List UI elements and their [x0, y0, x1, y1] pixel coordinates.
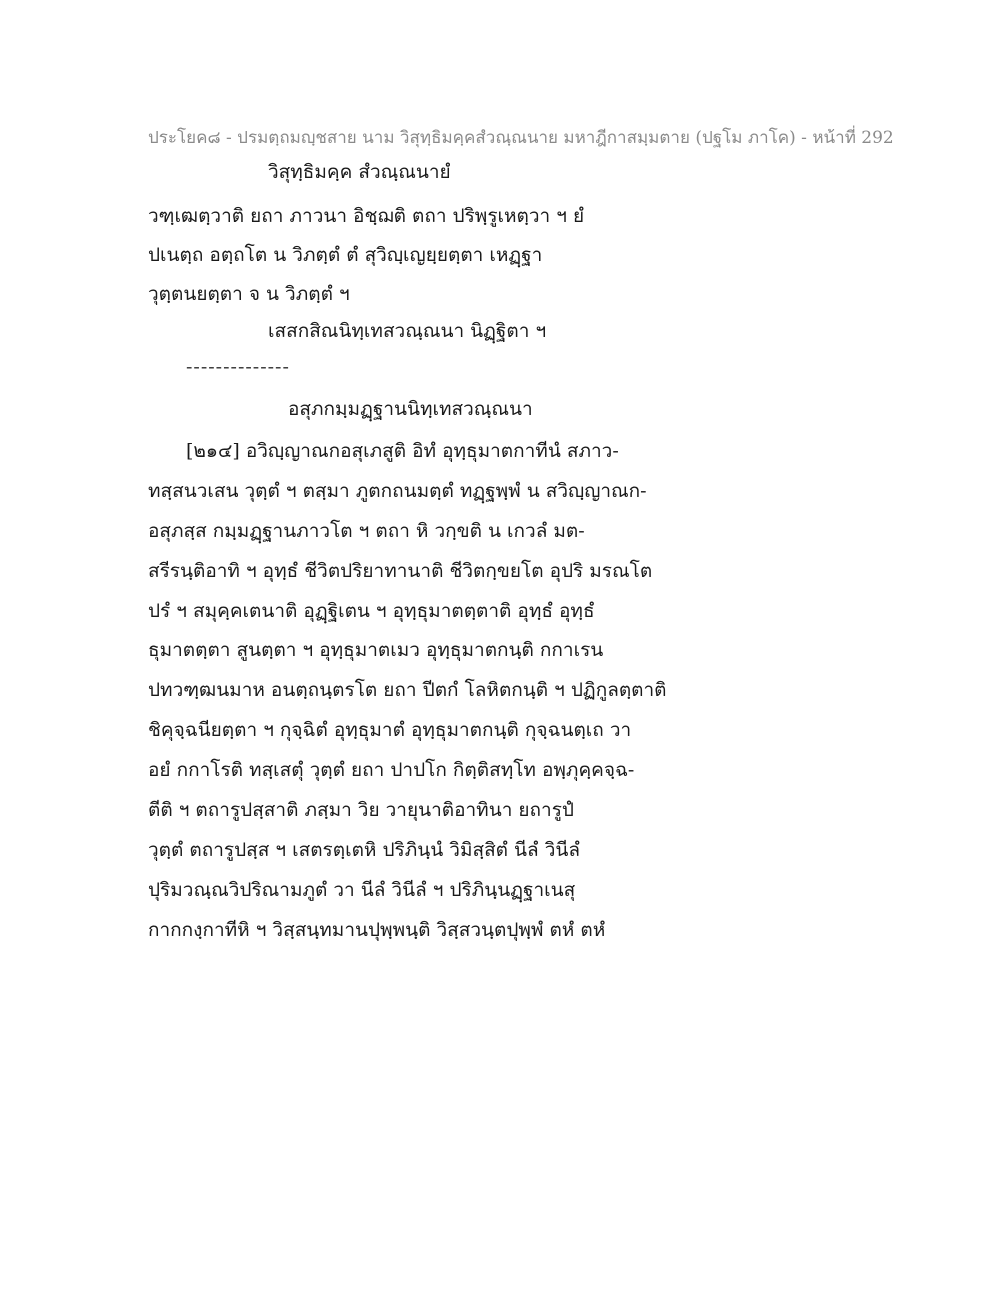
- paragraph-line: อสุภสฺส กมฺมฏฺฐานภาวโต ฯ ตถา หิ วกฺขติ น เกวลํ มต-: [148, 520, 585, 542]
- paragraph-line: ชิคุจฺฉนียตฺตา ฯ กุจฺฉิตํ อุทฺธุมาตํ อุทฺธุมาตกนฺติ กุจฺฉนตฺเถ วา: [148, 719, 632, 741]
- paragraph-line: ตีติ ฯ ตถารูปสฺสาติ ภสฺมา วิย วายุนาติอาทินา ยถารูปํ: [148, 799, 574, 821]
- text-line: วฑฺเฒตฺวาติ ยถา ภาวนา อิชฺฌติ ตถา ปริพฺรูเหตฺวา ฯ ยํ: [148, 205, 585, 227]
- section-end-heading: เสสกสิณนิทฺเทสวณฺณนา นิฏฺฐิตา ฯ: [268, 320, 547, 342]
- paragraph-line: วุตฺตํ ตถารูปสฺส ฯ เสตรตฺเตหิ ปริภินฺนํ วิมิสฺสิตํ นีลํ วินีลํ: [148, 839, 581, 861]
- paragraph-line: กากกงฺกาทีหิ ฯ วิสฺสนฺทมานปุพฺพนฺติ วิสฺสวนฺตปุพฺพํ ตหํ ตหํ: [148, 919, 606, 941]
- paragraph-line: [๒๑๔] อวิญฺญาณกอสุเภสูติ อิทํ อุทฺธุมาตกาทีนํ สภาว-: [186, 440, 619, 462]
- paragraph-line: ปทวฑฺฒนมาห อนตฺถนฺตรโต ยถา ปีตกํ โลหิตกนฺติ ฯ ปฏิกูลตฺตาติ: [148, 679, 667, 701]
- paragraph-line: อยํ กกาโรติ ทสฺเสตุํ วุตฺตํ ยถา ปาปโก กิตฺติสทฺโท อพฺภุคฺคจฺฉ-: [148, 759, 635, 781]
- page-header: ประโยค๘ - ปรมตฺถมญฺชสาย นาม วิสุทฺธิมคฺคสํวณฺณนาย มหาฎีกาสมฺมตาย (ปฐโม ภาโค) - หน้าที่ 292: [148, 128, 894, 148]
- text-line: วุตฺตนยตฺตา จ น วิภตฺตํ ฯ: [148, 283, 350, 305]
- paragraph-line: ปรํ ฯ สมุคฺคเตนาติ อุฏฺฐิเตน ฯ อุทฺธุมาตตฺตาติ อุทฺธํ อุทฺธํ: [148, 600, 595, 622]
- paragraph-line: ปุริมวณฺณวิปริณามภูตํ วา นีลํ วินีลํ ฯ ปริภินฺนฏฺฐาเนสุ: [148, 879, 576, 901]
- text-line: ปเนตฺถ อตฺถโต น วิภตฺตํ ตํ สุวิญฺเญยฺยตฺตา เหฏฺฐา: [148, 244, 543, 266]
- paragraph-line: ทสฺสนวเสน วุตฺตํ ฯ ตสฺมา ภูตกถนมตฺตํ ทฏฺฐพฺพํ น สวิญฺญาณก-: [148, 480, 647, 502]
- paragraph-line: สรีรนฺติอาทิ ฯ อุทฺธํ ชีวิตปริยาทานาติ ชีวิตกฺขยโต อุปริ มรณโต: [148, 560, 653, 582]
- divider-rule: --------------: [186, 356, 290, 378]
- section-title-visuddhimagga: วิสุทฺธิมคฺค สํวณฺณนายํ: [268, 161, 451, 183]
- paragraph-line: ธุมาตตฺตา สูนตฺตา ฯ อุทฺธุมาตเมว อุทฺธุมาตกนฺติ กกาเรน: [148, 639, 604, 661]
- section-title-asubha: อสุภกมฺมฏฺฐานนิทฺเทสวณฺณนา: [288, 398, 533, 420]
